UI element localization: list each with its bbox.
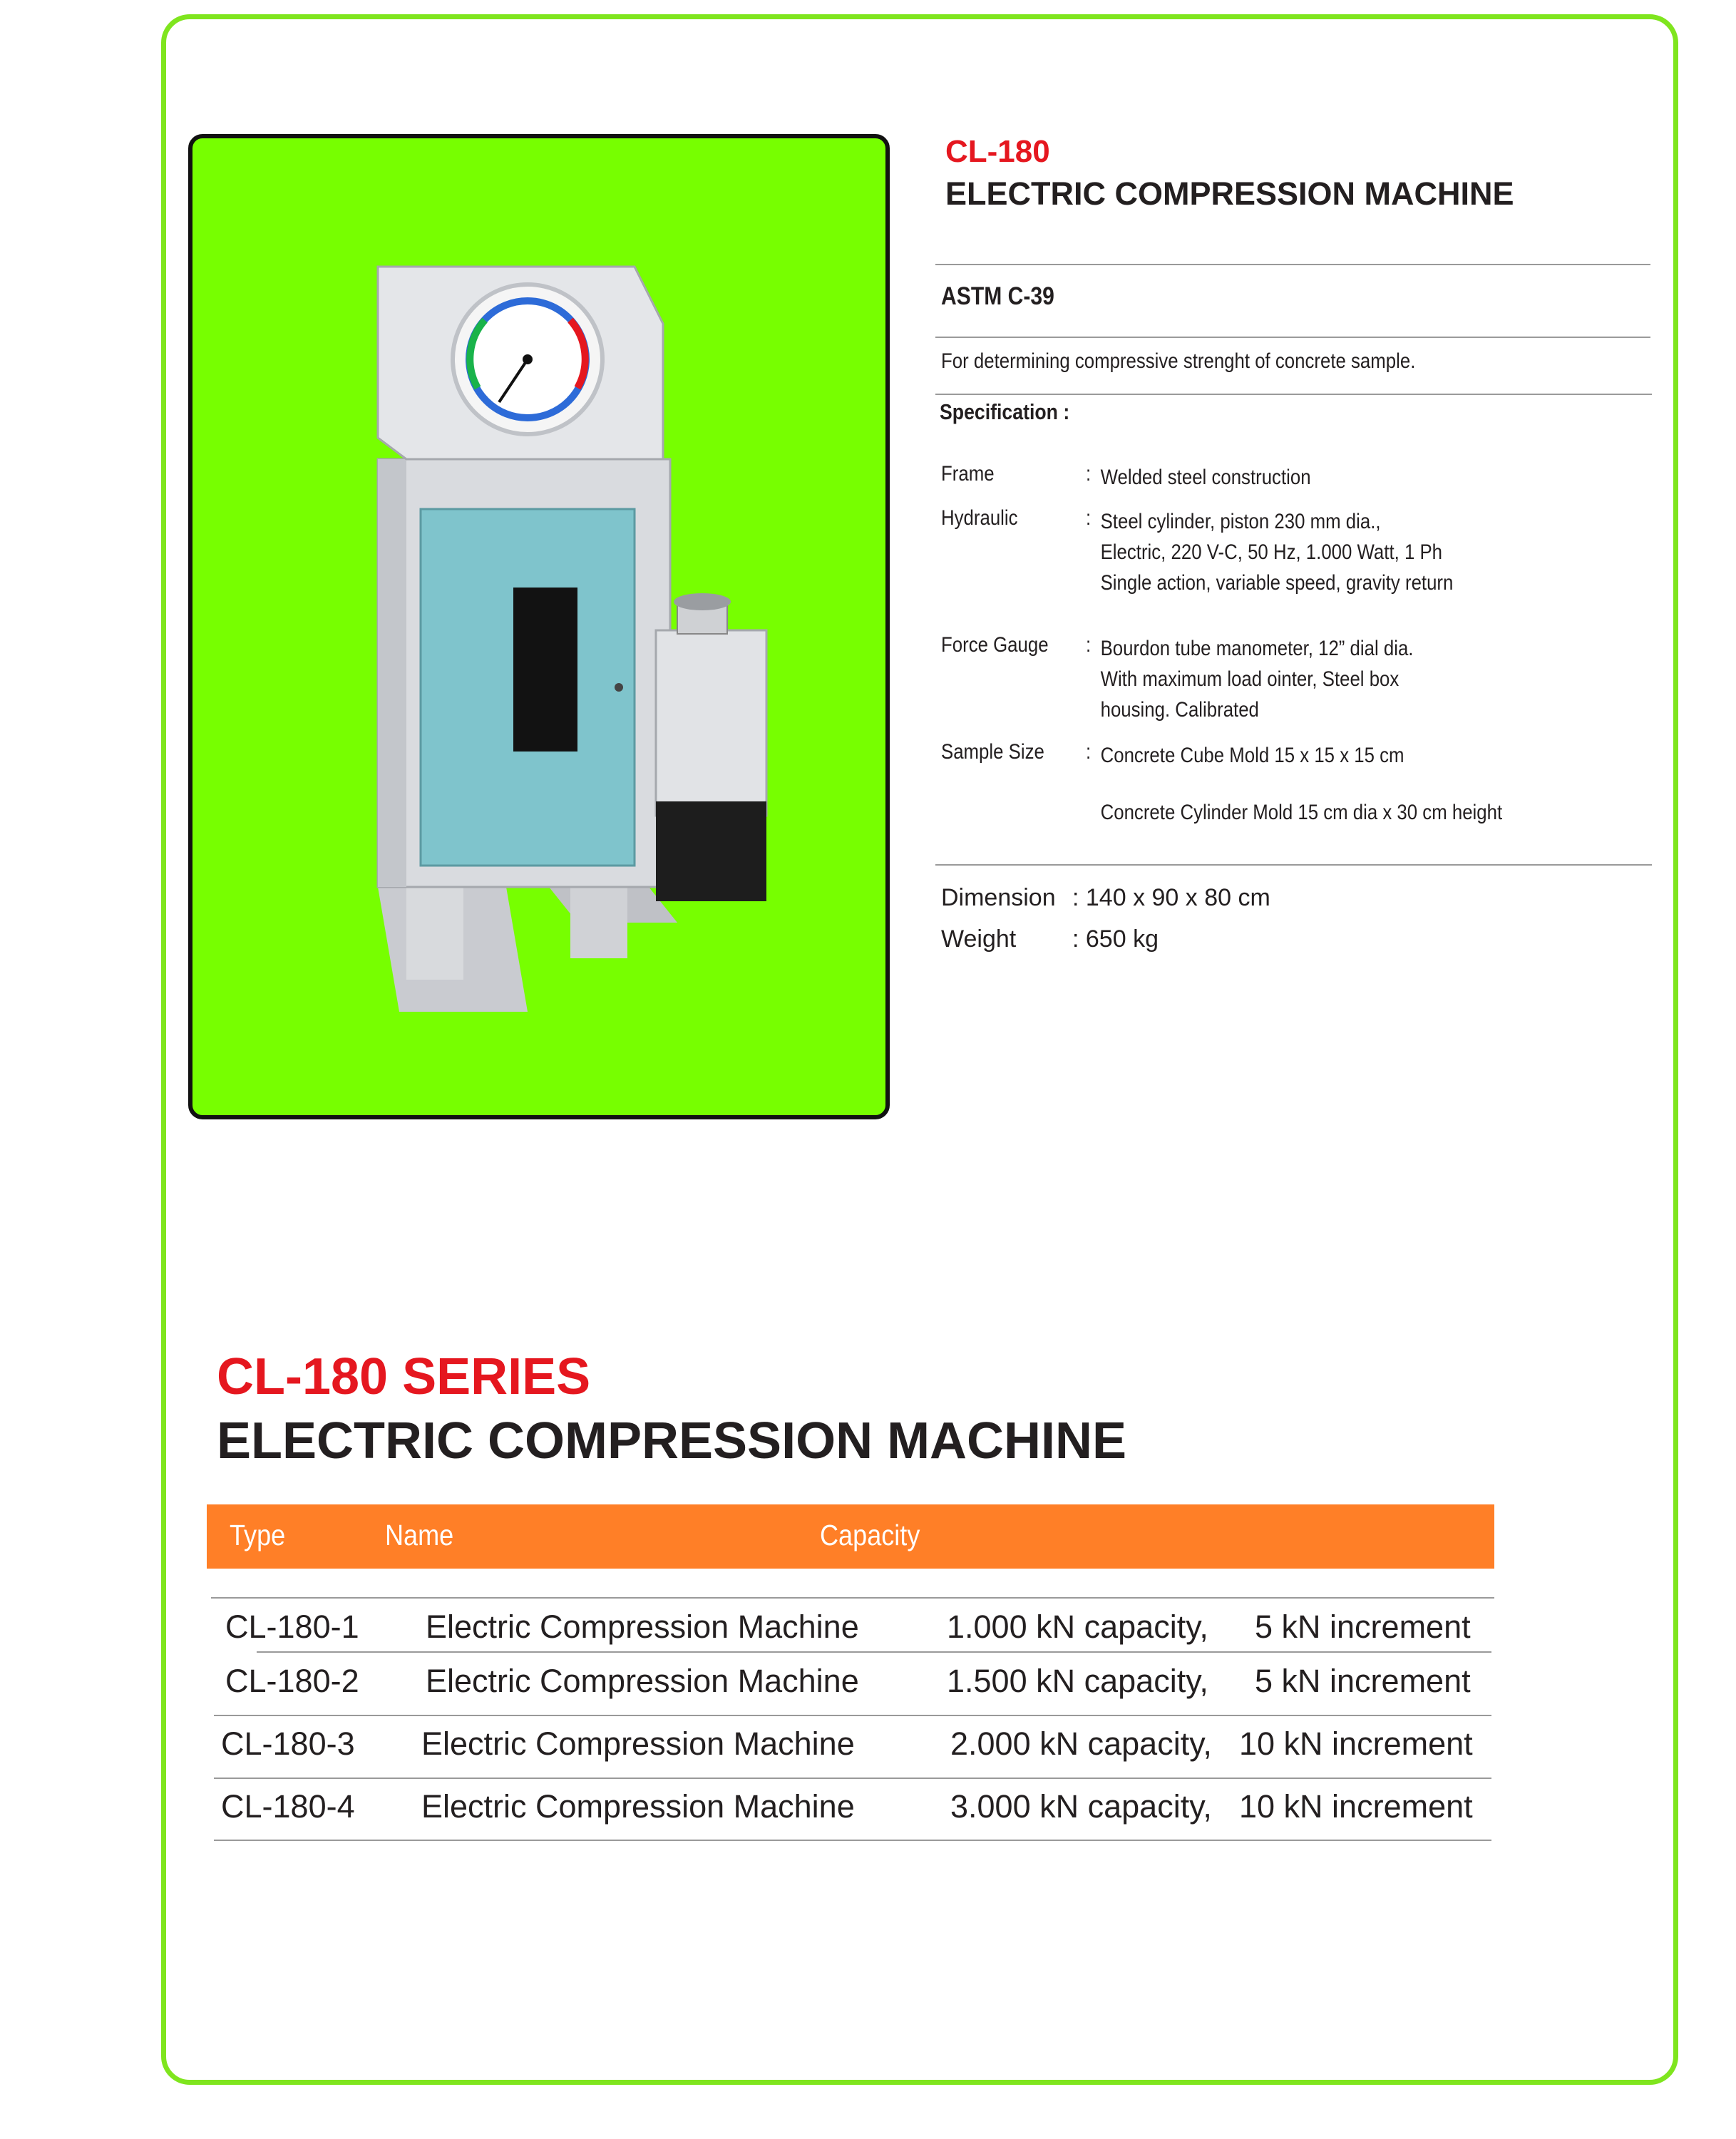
row-type: CL-180-3 (221, 1725, 355, 1762)
spec-heading: Specification : (940, 399, 1070, 424)
spec-value: Concrete Cube Mold 15 x 15 x 15 cm (1100, 744, 1404, 767)
row-capacity: 3.000 kN capacity, (950, 1788, 1212, 1825)
row-name: Electric Compression Machine (421, 1725, 855, 1762)
spec-colon: : (1085, 633, 1092, 657)
row-name: Electric Compression Machine (421, 1788, 855, 1825)
divider (935, 864, 1652, 866)
dimension-line (941, 884, 1270, 912)
row-capacity: 2.000 kN capacity, (950, 1725, 1212, 1762)
divider (935, 337, 1650, 338)
spec-colon: : (1085, 740, 1092, 764)
product-photo (188, 134, 890, 1119)
model-code: CL-180 (945, 134, 1050, 169)
row-increment: 5 kN increment (1255, 1663, 1471, 1699)
standard-label: ASTM C-39 (941, 282, 1054, 310)
purpose-text: For determining compressive strenght of concrete sample. (941, 349, 1416, 373)
row-name: Electric Compression Machine (426, 1663, 859, 1699)
spec-value: Welded steel construction (1100, 466, 1311, 489)
series-title: ELECTRIC COMPRESSION MACHINE (217, 1412, 1127, 1469)
spec-label: Force Gauge (941, 633, 1049, 657)
divider (935, 394, 1652, 395)
row-capacity: 1.000 kN capacity, (947, 1609, 1208, 1645)
weight-value: : 650 kg (1072, 925, 1159, 953)
table-rule (257, 1651, 1491, 1653)
dimension-value: : 140 x 90 x 80 cm (1072, 884, 1270, 911)
row-increment: 5 kN increment (1255, 1609, 1471, 1645)
column-header-type: Type (230, 1519, 286, 1551)
row-type: CL-180-2 (225, 1663, 359, 1699)
weight-line (941, 925, 1159, 953)
row-type: CL-180-4 (221, 1788, 355, 1825)
row-name: Electric Compression Machine (426, 1609, 859, 1645)
spec-value: Steel cylinder, piston 230 mm dia., Electric, 220 V-C, 50 Hz, 1.000 Watt, 1 Ph Single action, variable speed, gravity return (1100, 510, 1454, 595)
row-type: CL-180-1 (225, 1609, 359, 1645)
table-header (207, 1504, 1494, 1569)
spec-colon: : (1085, 462, 1092, 486)
row-increment: 10 kN increment (1239, 1725, 1473, 1762)
series-code: CL-180 SERIES (217, 1348, 591, 1405)
table-rule (211, 1597, 1494, 1599)
column-header-name: Name (385, 1519, 454, 1551)
weight-label: Weight (941, 925, 1017, 953)
column-header-capacity: Capacity (820, 1519, 920, 1551)
divider (935, 264, 1650, 265)
dimension-label: Dimension (941, 884, 1056, 911)
spec-colon: : (1085, 506, 1092, 530)
row-capacity: 1.500 kN capacity, (947, 1663, 1208, 1699)
table-rule (214, 1778, 1491, 1779)
row-increment: 10 kN increment (1239, 1788, 1473, 1825)
compression-machine-illustration (192, 138, 885, 1115)
table-rule (214, 1840, 1491, 1841)
spec-value: Bourdon tube manometer, 12” dial dia. With maximum load ointer, Steel box housing. Calibrated (1100, 637, 1414, 722)
spec-label: Frame (941, 462, 995, 486)
table-rule (214, 1715, 1491, 1716)
spec-label: Sample Size (941, 740, 1044, 764)
spec-value: Concrete Cylinder Mold 15 cm dia x 30 cm height (1100, 801, 1503, 824)
model-title: ELECTRIC COMPRESSION MACHINE (945, 175, 1514, 212)
spec-label: Hydraulic (941, 506, 1018, 530)
